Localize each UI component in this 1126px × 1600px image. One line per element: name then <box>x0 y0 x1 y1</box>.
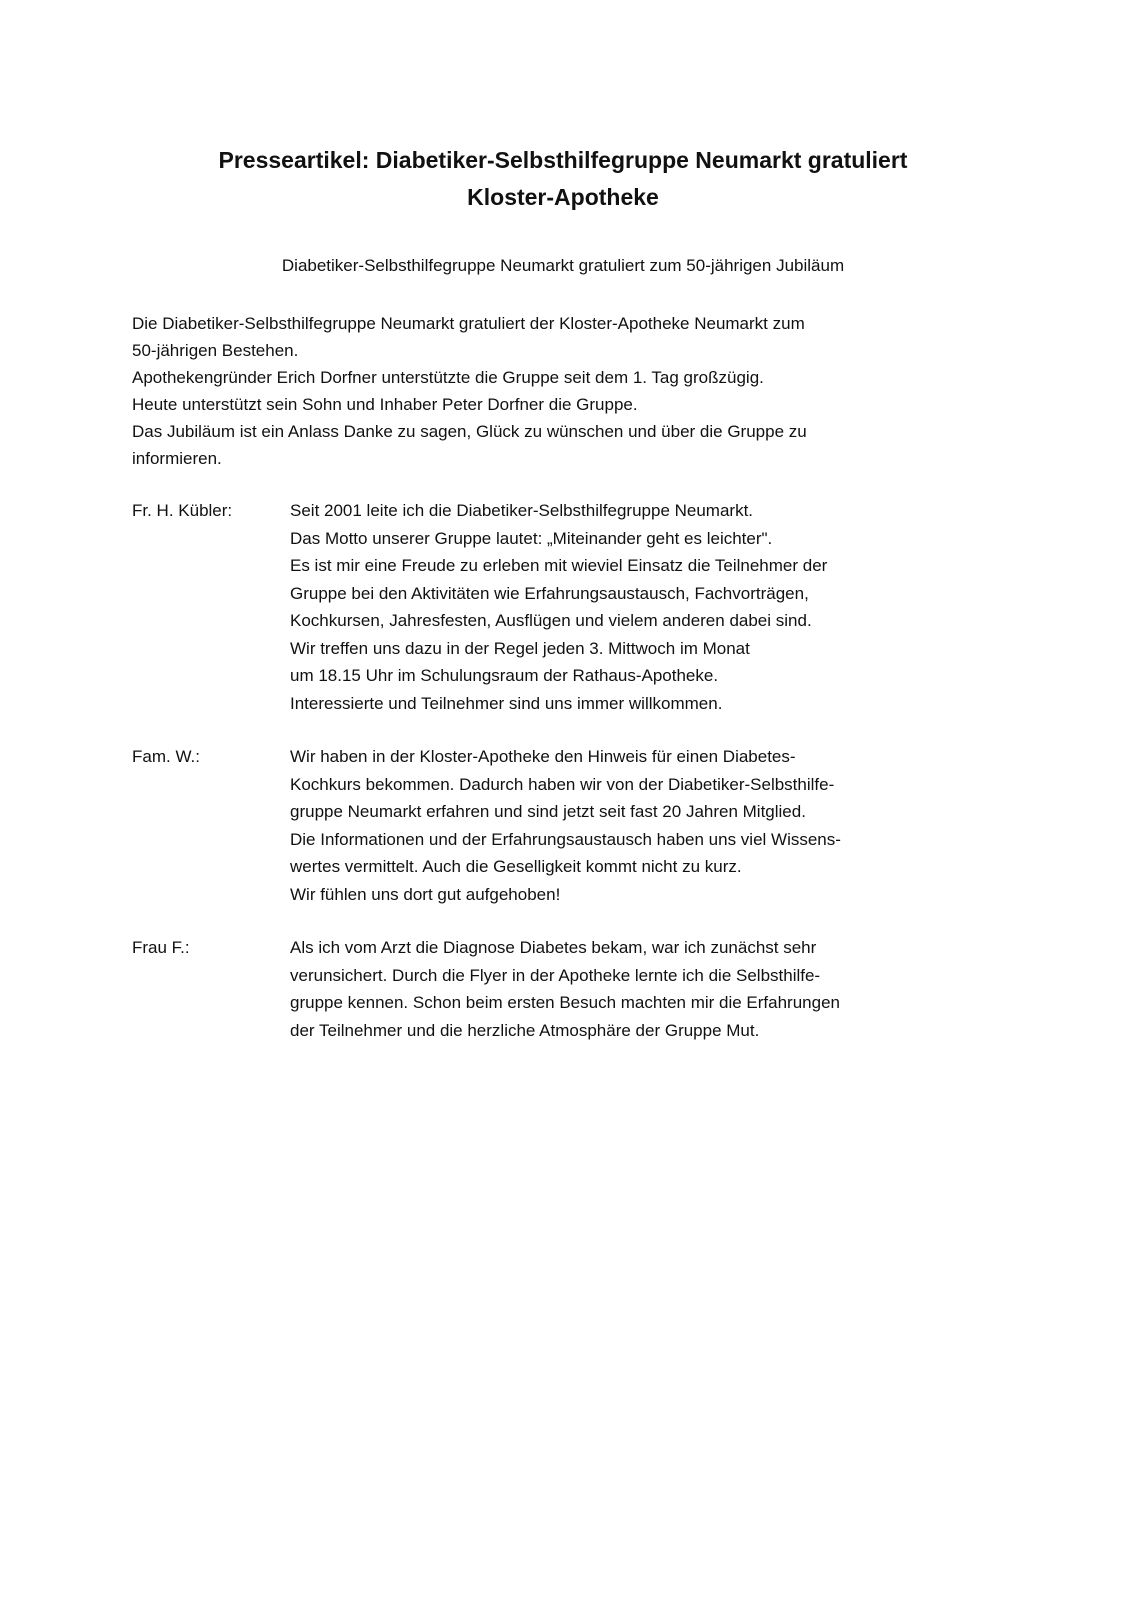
testimonial-text <box>290 743 980 908</box>
document-title <box>130 142 996 216</box>
testimonial-line: Seit 2001 leite ich die Diabetiker-Selbsthilfegruppe Neumarkt. <box>290 501 754 520</box>
testimonial-line: Interessierte und Teilnehmer sind uns immer willkommen. <box>290 693 723 713</box>
intro-line: Die Diabetiker-Selbsthilfegruppe Neumarkt gratuliert der Kloster-Apotheke Neumarkt zum <box>132 314 805 333</box>
testimonial-line: gruppe Neumarkt erfahren und sind jetzt seit fast 20 Jahren Mitglied. <box>290 802 806 821</box>
testimonial-line: Gruppe bei den Aktivitäten wie Erfahrungsaustausch, Fachvorträgen, <box>290 583 809 603</box>
intro-line: informieren. <box>132 449 222 468</box>
document-subtitle: Diabetiker-Selbsthilfegruppe Neumarkt gratuliert zum 50-jährigen Jubiläum <box>281 256 845 275</box>
testimonial-line: Wir haben in der Kloster-Apotheke den Hinweis für einen Diabetes- <box>290 747 796 766</box>
testimonial-line: Kochkursen, Jahresfesten, Ausflügen und vielem anderen dabei sind. <box>290 611 812 630</box>
intro-paragraph <box>132 310 972 472</box>
testimonial-line: der Teilnehmer und die herzliche Atmosphäre der Gruppe Mut. <box>290 1020 760 1040</box>
testimonial-line: Die Informationen und der Erfahrungsaustausch haben uns viel Wissens- <box>290 829 841 849</box>
speaker-label: Frau F.: <box>132 938 190 957</box>
testimonial-line: Kochkurs bekommen. Dadurch haben wir von der Diabetiker-Selbsthilfe- <box>290 774 835 794</box>
testimonial-text <box>290 497 980 717</box>
intro-line: Apothekengründer Erich Dorfner unterstützte die Gruppe seit dem 1. Tag großzügig. <box>132 368 764 387</box>
testimonial-line: Das Motto unserer Gruppe lautet: „Miteinander geht es leichter". <box>290 528 773 548</box>
intro-line: 50-jährigen Bestehen. <box>132 341 299 360</box>
testimonial-line: Wir treffen uns dazu in der Regel jeden 3. Mittwoch im Monat <box>290 638 750 658</box>
intro-line: Heute unterstützt sein Sohn und Inhaber Peter Dorfner die Gruppe. <box>132 395 638 414</box>
testimonial-line: Als ich vom Arzt die Diagnose Diabetes bekam, war ich zunächst sehr <box>290 938 817 957</box>
speaker-label: Fam. W.: <box>132 747 200 766</box>
testimonial-line: um 18.15 Uhr im Schulungsraum der Rathaus-Apotheke. <box>290 666 719 685</box>
intro-line: Das Jubiläum ist ein Anlass Danke zu sagen, Glück zu wünschen und über die Gruppe zu <box>132 422 807 441</box>
title-line: Presseartikel: Diabetiker-Selbsthilfegruppe Neumarkt gratuliert <box>218 147 908 173</box>
testimonial-text <box>290 934 980 1044</box>
testimonial-line: wertes vermittelt. Auch die Geselligkeit kommt nicht zu kurz. <box>290 857 742 876</box>
testimonial-line: gruppe kennen. Schon beim ersten Besuch machten mir die Erfahrungen <box>290 993 840 1012</box>
testimonial-line: Wir fühlen uns dort gut aufgehoben! <box>290 884 561 904</box>
testimonial-line: verunsichert. Durch die Flyer in der Apotheke lernte ich die Selbsthilfe- <box>290 965 821 985</box>
testimonial-line: Es ist mir eine Freude zu erleben mit wieviel Einsatz die Teilnehmer der <box>290 556 828 575</box>
speaker-label: Fr. H. Kübler: <box>132 501 233 520</box>
title-line: Kloster-Apotheke <box>467 184 659 210</box>
